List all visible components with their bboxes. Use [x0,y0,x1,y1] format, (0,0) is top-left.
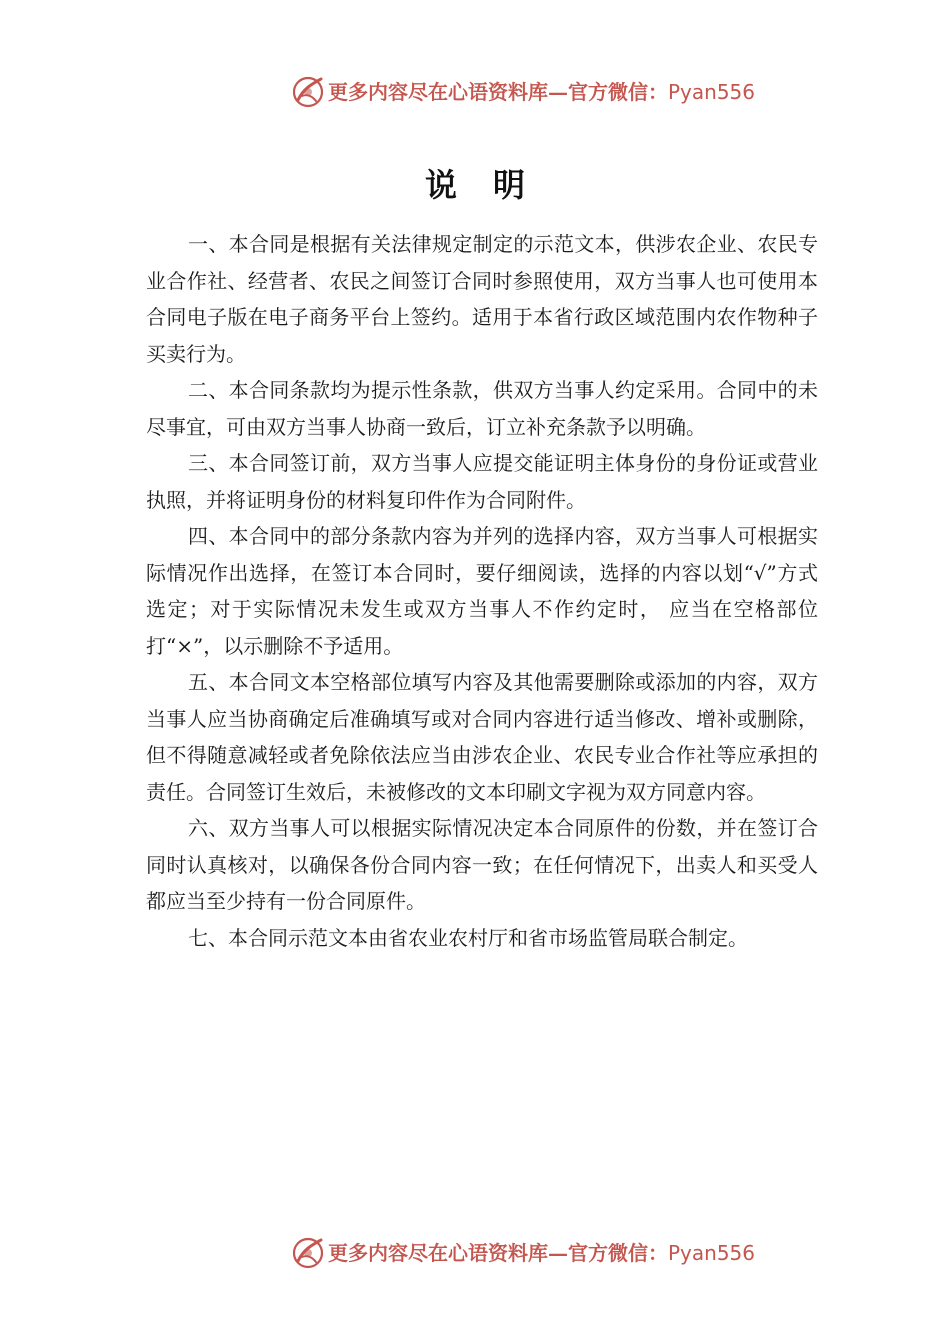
watermark-text-cn: 更多内容尽在心语资料库—官方微信： [328,1241,668,1265]
watermark-logo-icon [290,74,326,110]
paragraph-5: 五、本合同文本空格部位填写内容及其他需要删除或添加的内容，双方当事人应当协商确定后准确填写或对合同内容进行适当修改、增补或删除，但不得随意减轻或者免除依法应当由涉农企业、农民专业合作社等应承担的责任。合同签订生效后，未被修改的文本印刷文字视为双方同意内容。 [146,670,818,804]
paragraph-1: 一、本合同是根据有关法律规定制定的示范文本，供涉农企业、农民专业合作社、经营者、农民之间签订合同时参照使用，双方当事人也可使用本合同电子版在电子商务平台上签约。适用于本省行政区域范围内农作物种子买卖行为。 [146,232,818,366]
header-watermark [0,72,950,112]
paragraph-3: 三、本合同签订前，双方当事人应提交能证明主体身份的身份证或营业执照，并将证明身份的材料复印件作为合同附件。 [146,451,818,512]
watermark-logo-icon [290,1235,326,1271]
paragraph-6: 六、双方当事人可以根据实际情况决定本合同原件的份数，并在签订合同时认真核对，以确保各份合同内容一致；在任何情况下，出卖人和买受人都应当至少持有一份合同原件。 [146,816,818,913]
paragraph-7: 七、本合同示范文本由省农业农村厅和省市场监管局联合制定。 [188,925,748,950]
footer-watermark [0,1233,950,1273]
watermark-text-cn: 更多内容尽在心语资料库—官方微信： [328,80,668,104]
paragraph-2: 二、本合同条款均为提示性条款，供双方当事人约定采用。合同中的未尽事宜，可由双方当事人协商一致后，订立补充条款予以明确。 [146,378,818,439]
watermark-text [328,1239,755,1267]
document-body [146,226,818,956]
watermark-text [328,78,755,106]
watermark-wechat-id: Pyan556 [668,80,756,104]
page-title: 说明 [424,166,561,204]
watermark-wechat-id: Pyan556 [668,1241,756,1265]
paragraph-4: 四、本合同中的部分条款内容为并列的选择内容，双方当事人可根据实际情况作出选择，在签订本合同时，要仔细阅读，选择的内容以划“√”方式选定；对于实际情况未发生或双方当事人不作约定时， 应当在空格部位打“×”，以示删除不予适用。 [146,524,818,658]
